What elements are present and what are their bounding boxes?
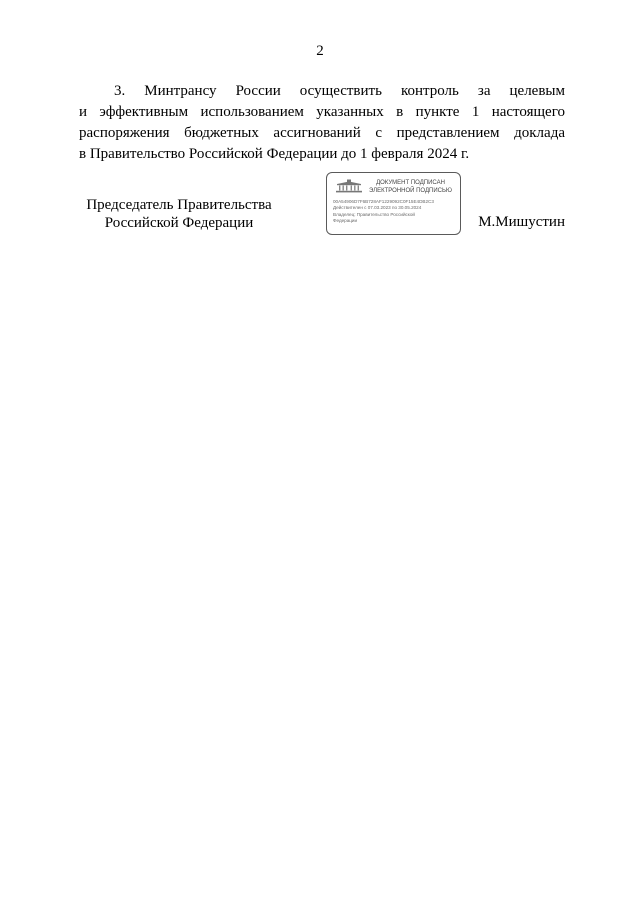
stamp-header-line-1: ДОКУМЕНТ ПОДПИСАН bbox=[376, 180, 445, 186]
government-building-icon bbox=[334, 179, 364, 193]
stamp-validity: Действителен с 07.03.2023 по 30.05.2024 bbox=[333, 205, 422, 211]
paragraph-3 bbox=[79, 81, 565, 165]
signatory-title-line-2: Российской Федерации bbox=[104, 215, 254, 231]
stamp-header bbox=[363, 179, 458, 195]
stamp-owner-line-2: Федерации bbox=[333, 218, 358, 224]
stamp-certificate-number: 00A54906D7F6B728AF1229092C0F15E4DB2C3 bbox=[333, 199, 434, 204]
paragraph-line-2: и эффективным использованием указанных в пункте 1 настоящего bbox=[79, 104, 565, 120]
paragraph-line-3: распоряжения бюджетных ассигнований с представлением доклада bbox=[79, 125, 565, 141]
stamp-header-line-2: ЭЛЕКТРОННОЙ ПОДПИСЬЮ bbox=[369, 188, 452, 194]
paragraph-line-4: в Правительство Российской Федерации до 1 февраля 2024 г. bbox=[79, 146, 470, 162]
electronic-signature-stamp bbox=[326, 172, 461, 235]
signatory-name: М.Мишустин bbox=[478, 214, 565, 230]
page-number: 2 bbox=[316, 43, 324, 59]
signatory-title bbox=[79, 196, 279, 232]
paragraph-line-1: 3. Минтрансу России осуществить контроль за целевым bbox=[114, 83, 565, 99]
stamp-owner-line-1: Владелец: Правительство Российской bbox=[333, 211, 415, 217]
signatory-title-line-1: Председатель Правительства bbox=[86, 197, 272, 213]
stamp-details bbox=[333, 199, 457, 225]
